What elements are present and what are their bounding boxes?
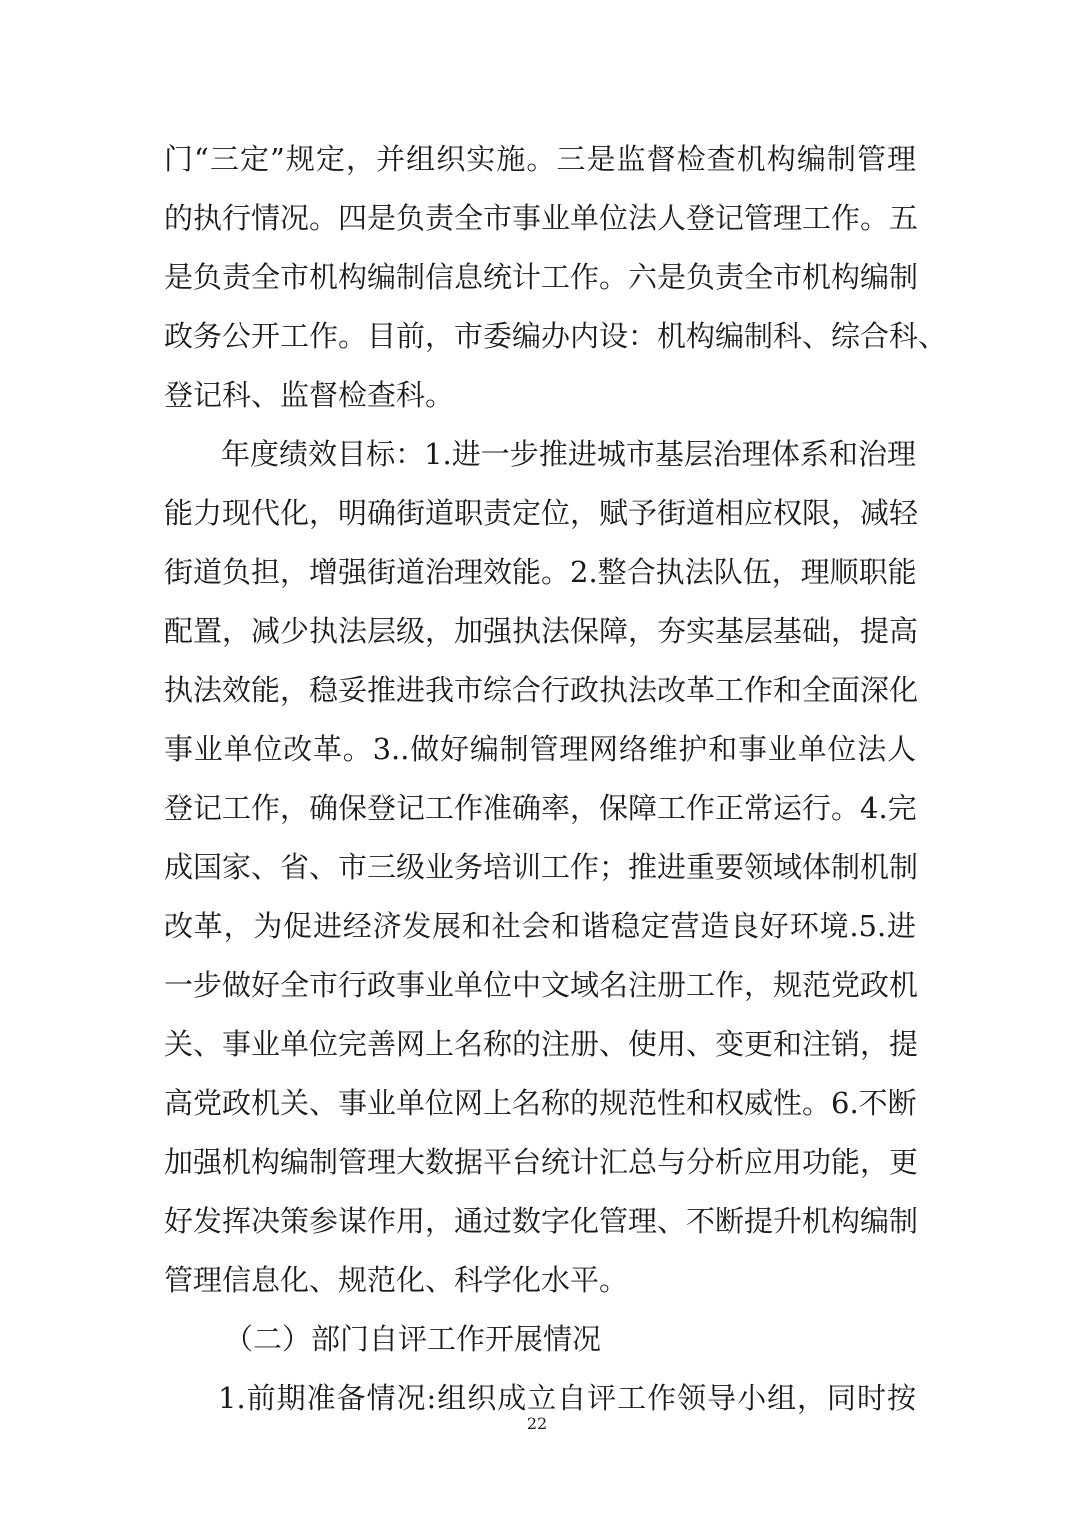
text-line: 登记科、监督检查科。 (164, 378, 455, 412)
text-line: 成国家、省、市三级业务培训工作；推进重要领域体制机制 (164, 850, 919, 884)
text-line: 门“三定”规定，并组织实施。三是监督检查机构编制管理 (164, 142, 916, 176)
text-line: 管理信息化、规范化、科学化水平。 (164, 1263, 629, 1297)
text-line: 执法效能，稳妥推进我市综合行政执法改革工作和全面深化 (164, 673, 919, 707)
text-line: 关、事业单位完善网上名称的注册、使用、变更和注销，提 (164, 1027, 919, 1061)
text-line: 政务公开工作。目前，市委编办内设：机构编制科、综合科、 (164, 319, 948, 353)
text-line: 配置，减少执法层级，加强执法保障，夯实基层基础，提高 (164, 614, 919, 648)
text-line: 一步做好全市行政事业单位中文域名注册工作，规范党政机 (164, 968, 919, 1002)
paragraph-first-line: 年度绩效目标：1.进一步推进城市基层治理体系和治理 (221, 437, 916, 471)
section-heading: （二）部门自评工作开展情况 (224, 1322, 602, 1356)
text-line: 事业单位改革。3..做好编制管理网络维护和事业单位法人 (164, 732, 916, 766)
page-number: 22 (526, 1414, 548, 1433)
text-line: 街道负担，增强街道治理效能。2.整合执法队伍，理顺职能 (164, 555, 917, 589)
text-line: 高党政机关、事业单位网上名称的规范性和权威性。6.不断 (164, 1086, 917, 1120)
body-text (164, 130, 948, 1428)
text-line: 登记工作，确保登记工作准确率，保障工作正常运行。4.完 (164, 791, 917, 825)
text-line: 是负责全市机构编制信息统计工作。六是负责全市机构编制 (164, 260, 919, 294)
text-line: 改革，为促进经济发展和社会和谐稳定营造良好环境.5.进 (164, 909, 916, 943)
text-line: 加强机构编制管理大数据平台统计汇总与分析应用功能，更 (164, 1145, 919, 1179)
paragraph-first-line: 1.前期准备情况:组织成立自评工作领导小组，同时按 (218, 1381, 916, 1415)
text-line: 能力现代化，明确街道职责定位，赋予街道相应权限，减轻 (164, 496, 919, 530)
text-line: 好发挥决策参谋作用，通过数字化管理、不断提升机构编制 (164, 1204, 919, 1238)
text-line: 的执行情况。四是负责全市事业单位法人登记管理工作。五 (164, 201, 919, 235)
